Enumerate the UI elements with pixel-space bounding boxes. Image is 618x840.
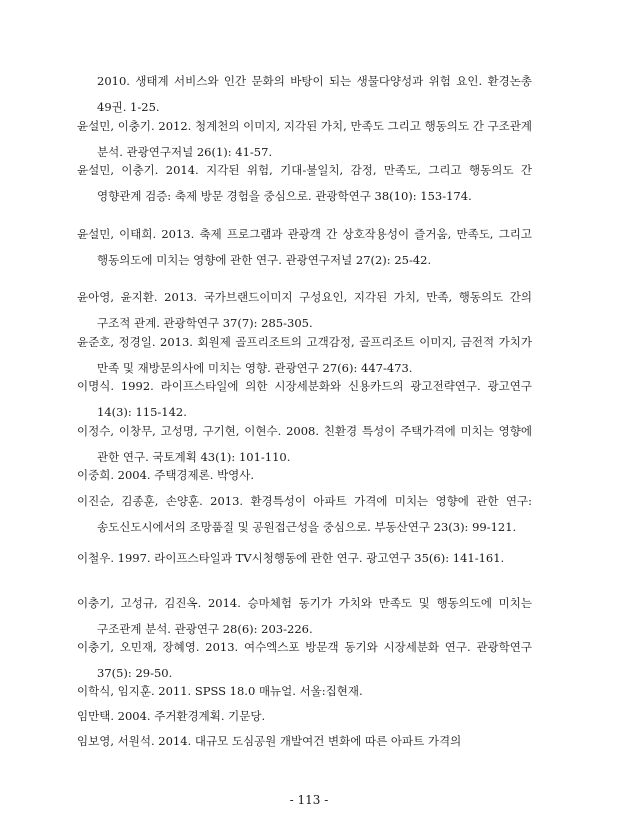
reference-entry: 윤설민, 이충기. 2012. 청계천의 이미지, 지각된 가치, 만족도 그리고 행동의도 간 구조관계 분석. 관광연구저널 26(1): 41-57. xyxy=(77,119,532,159)
reference-entry: 윤아영, 윤지환. 2013. 국가브랜드이미지 구성요인, 지각된 가치, 만족, 행동의도 간의 구조적 관계. 관광학연구 37(7): 285-305. xyxy=(77,290,532,330)
reference-entry: 윤설민, 이태희. 2013. 축제 프로그램과 관광객 간 상호작용성이 즐거움, 만족도, 그리고 행동의도에 미치는 영향에 관한 연구. 관광연구저널 27(2): 25-42. xyxy=(77,227,532,267)
reference-entry: 임만택. 2004. 주거환경계획. 기문당. xyxy=(77,709,266,723)
reference-entry: 이명식. 1992. 라이프스타일에 의한 시장세분화와 신용카드의 광고전략연구. 광고연구 14(3): 115-142. xyxy=(77,379,532,419)
reference-entry: 이중희. 2004. 주택경제론. 박영사. xyxy=(77,468,255,482)
reference-entry: 2010. 생태계 서비스와 인간 문화의 바탕이 되는 생물다양성과 위험 요인. 환경논총 49권. 1-25. xyxy=(97,74,532,114)
reference-entry: 이학식, 임지훈. 2011. SPSS 18.0 매뉴얼. 서울:집현재. xyxy=(77,684,363,698)
page-number: - 113 - xyxy=(289,793,329,807)
reference-entry: 이정수, 이창무, 고성명, 구기현, 이현수. 2008. 친환경 특성이 주택가격에 미치는 영향에 관한 연구. 국토계획 43(1): 101-110. xyxy=(77,424,532,464)
reference-entry: 이충기, 고성규, 김진옥. 2014. 승마체험 동기가 가치와 만족도 및 행동의도에 미치는 구조관계 분석. 관광연구 28(6): 203-226. xyxy=(77,596,532,636)
reference-entry: 윤설민, 이충기. 2014. 지각된 위험, 기대-불일치, 감정, 만족도, 그리고 행동의도 간 영향관계 검증: 축제 방문 경험을 중심으로. 관광학연구 38(10): 153-174. xyxy=(77,163,532,203)
reference-entry: 이철우. 1997. 라이프스타일과 TV시청행동에 관한 연구. 광고연구 35(6): 141-161. xyxy=(77,551,505,565)
reference-entry: 이충기, 오민재, 장혜영. 2013. 여수엑스포 방문객 동기와 시장세분화 연구. 관광학연구 37(5): 29-50. xyxy=(77,640,532,680)
reference-entry: 이진순, 김종훈, 손양훈. 2013. 환경특성이 아파트 가격에 미치는 영향에 관한 연구: 송도신도시에서의 조망품질 및 공원접근성을 중심으로. 부동산연구 23(3): 99-121. xyxy=(77,494,532,534)
reference-entry: 윤준호, 정경일. 2013. 회원제 골프리조트의 고객감정, 골프리조트 이미지, 금전적 가치가 만족 및 재방문의사에 미치는 영향. 관광연구 27(6): 447-473. xyxy=(77,335,532,375)
reference-entry: 임보영, 서원석. 2014. 대규모 도심공원 개발여건 변화에 따른 아파트 가격의 xyxy=(77,734,462,748)
